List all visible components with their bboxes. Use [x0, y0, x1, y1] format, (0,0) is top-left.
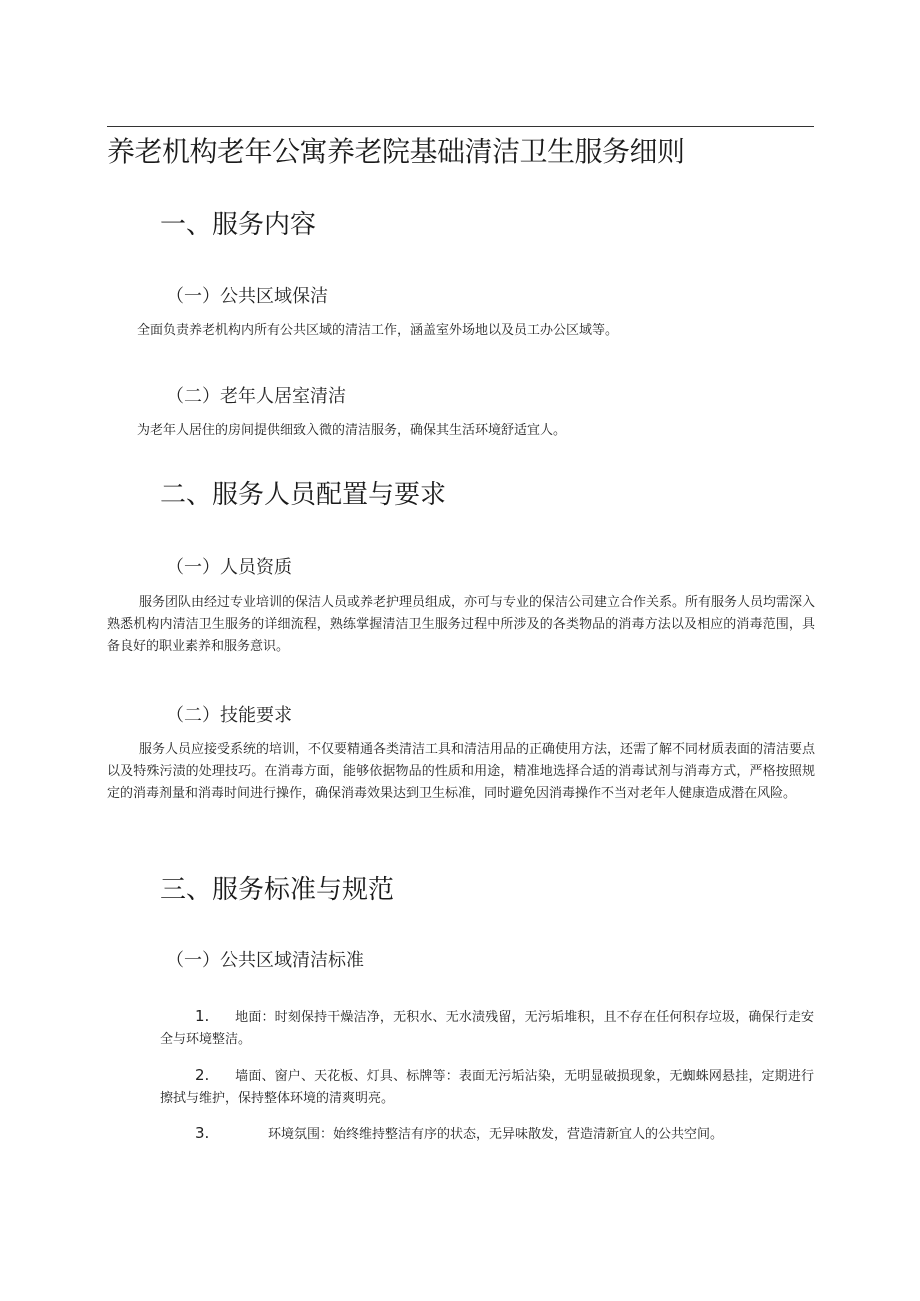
- paragraph-2-1-text: 服务团队由经过专业培训的保洁人员或养老护理员组成，亦可与专业的保洁公司建立合作关系。所有服务人员均需深入熟悉机构内清洁卫生服务的详细流程，熟练掌握清洁卫生服务过程中所涉及的各类物品的消毒方法以及相应的消毒范围，具备良好的职业素养和服务意识。: [107, 595, 816, 654]
- section-heading-1: 一、服务内容: [160, 210, 317, 240]
- list-item-1: [160, 1007, 814, 1051]
- subsection-heading-1-2: （二）老年人居室清洁: [166, 386, 346, 407]
- list-number-2: 2.: [195, 1066, 210, 1084]
- list-number-1: 1.: [195, 1007, 210, 1025]
- section-heading-2: 二、服务人员配置与要求: [160, 480, 447, 510]
- section-heading-3: 三、服务标准与规范: [160, 875, 395, 905]
- list-item-3: [160, 1124, 814, 1146]
- paragraph-2-2-text: 服务人员应接受系统的培训，不仅要精通各类清洁工具和清洁用品的正确使用方法，还需了解不同材质表面的清洁要点以及特殊污渍的处理技巧。在消毒方面，能够依据物品的性质和用途，精准地选择合适的消毒试剂与消毒方式，严格按照规定的消毒剂量和消毒时间进行操作，确保消毒效果达到卫生标准，同时避免因消毒操作不当对老年人健康造成潜在风险。: [107, 742, 816, 801]
- subsection-heading-3-1: （一）公共区域清洁标准: [166, 950, 364, 971]
- list-item-1-text: 地面：时刻保持干燥洁净，无积水、无水渍残留，无污垢堆积，且不存在任何积存垃圾，确保行走安全与环境整洁。: [160, 1010, 814, 1047]
- document-title: 养老机构老年公寓养老院基础清洁卫生服务细则: [107, 135, 685, 168]
- top-rule: [107, 126, 814, 127]
- paragraph-1-2: 为老年人居住的房间提供细致入微的清洁服务，确保其生活环境舒适宜人。: [137, 423, 567, 438]
- paragraph-1-1: 全面负责养老机构内所有公共区域的清洁工作，涵盖室外场地以及员工办公区域等。: [137, 323, 619, 338]
- subsection-heading-2-1: （一）人员资质: [166, 557, 292, 578]
- list-item-2-text: 墙面、窗户、天花板、灯具、标牌等：表面无污垢沾染，无明显破损现象，无蜘蛛网悬挂，定期进行擦拭与维护，保持整体环境的清爽明亮。: [160, 1069, 814, 1106]
- list-item-3-text: 环境氛围：始终维持整洁有序的状态，无异味散发，营造清新宜人的公共空间。: [268, 1127, 724, 1142]
- paragraph-2-1: [107, 592, 815, 658]
- subsection-heading-2-2: （二）技能要求: [166, 705, 292, 726]
- paragraph-2-2: [107, 739, 815, 805]
- subsection-heading-1-1: （一）公共区域保洁: [166, 286, 328, 307]
- list-number-3: 3.: [195, 1124, 210, 1142]
- list-item-2: [160, 1066, 814, 1110]
